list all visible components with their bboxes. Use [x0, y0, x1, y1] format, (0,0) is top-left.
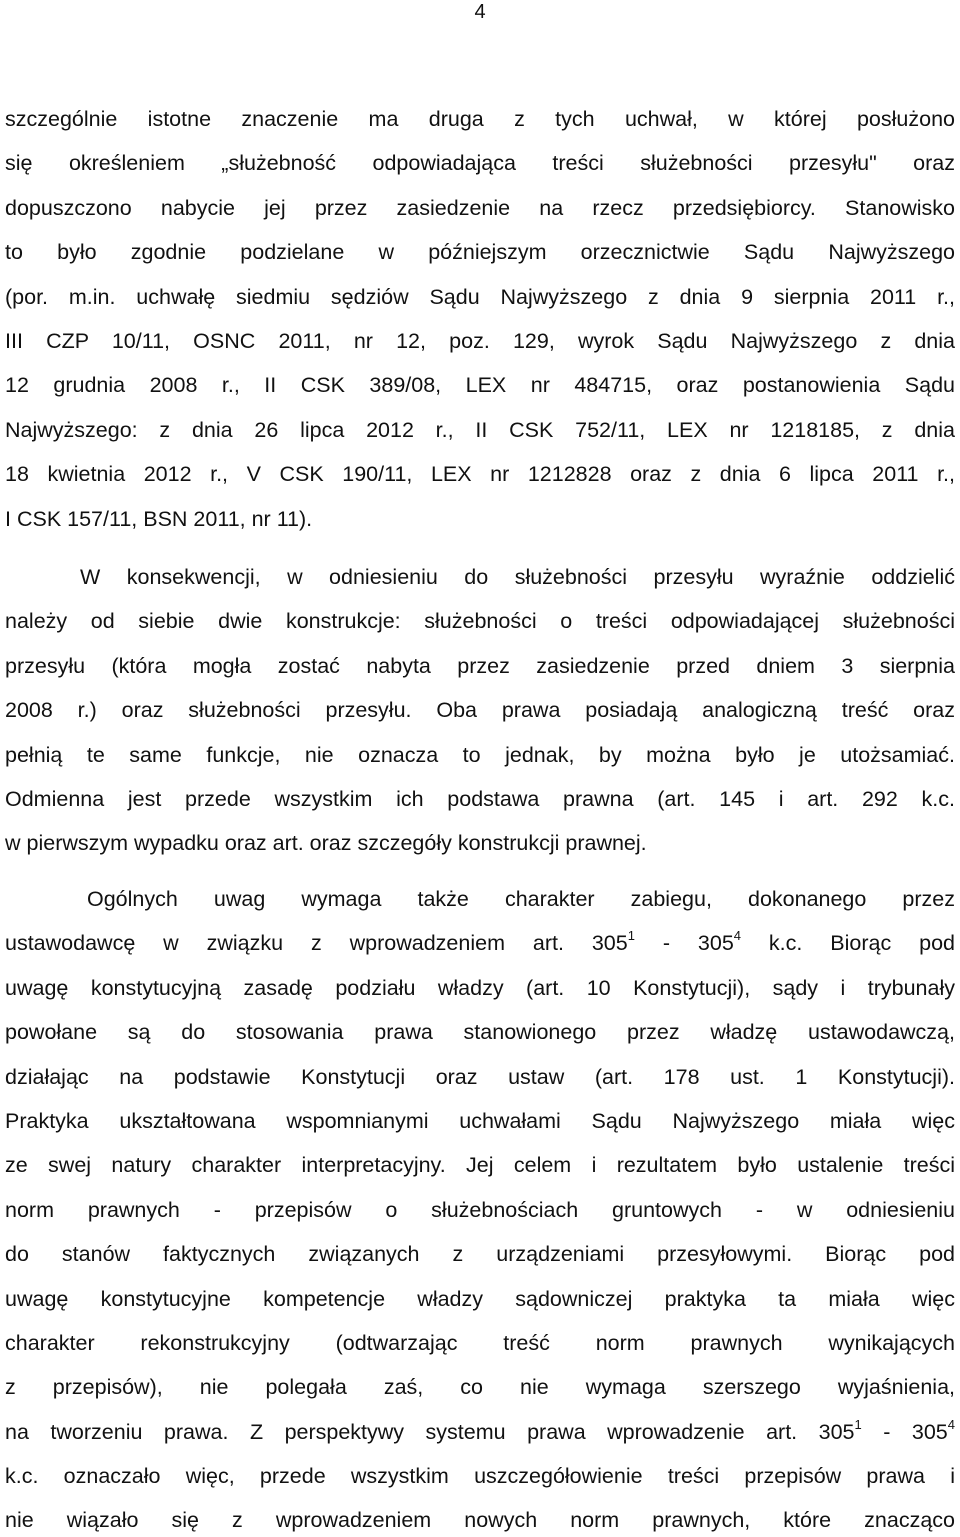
text-line: norm prawnych - przepisów o służebnościach gruntowych - w odniesieniu [5, 1197, 955, 1222]
text-line: się określeniem „służebność odpowiadająca treści służebności przesyłu" oraz [5, 151, 955, 176]
text-segment: - 305 [861, 1419, 948, 1444]
text-line: z przepisów), nie polegała zaś, co nie wymaga szerszego wyjaśnienia, [5, 1375, 955, 1400]
text-line: charakter rekonstrukcyjny (odtwarzając treść norm prawnych wynikających [5, 1330, 955, 1355]
text-line: Najwyższego: z dnia 26 lipca 2012 r., II CSK 752/11, LEX nr 1218185, z dnia [5, 417, 955, 442]
text-line: przesyłu (która mogła zostać nabyta przez zasiedzenie przed dniem 3 sierpnia [5, 653, 955, 678]
text-line: uwagę konstytucyjne kompetencje władzy sądowniczej praktyka ta miała więc [5, 1286, 955, 1311]
text-line: Ogólnych uwag wymaga także charakter zabiegu, dokonanego przez [87, 887, 955, 911]
text-segment: - 305 [634, 931, 734, 956]
text-line: I CSK 157/11, BSN 2011, nr 11). [5, 506, 313, 531]
page-number: 4 [474, 1, 486, 23]
text-line: należy od siebie dwie konstrukcje: służebności o treści odpowiadającej służebności [5, 609, 955, 634]
text-line-with-superscript [5, 1410, 955, 1454]
text-segment: na tworzeniu prawa. Z perspektywy systemu prawa wprowadzenie art. 305 [5, 1419, 855, 1444]
superscript: 4 [733, 928, 742, 944]
text-line: działając na podstawie Konstytucji oraz ustaw (art. 178 ust. 1 Konstytucji). [5, 1064, 955, 1089]
text-segment: k.c. Biorąc pod [741, 931, 955, 956]
text-line: W konsekwencji, w odniesieniu do służebności przesyłu wyraźnie oddzielić [80, 565, 955, 589]
text-line: (por. m.in. uchwałę siedmiu sędziów Sądu Najwyższego z dnia 9 sierpnia 2011 r., [5, 284, 955, 309]
text-line: 12 grudnia 2008 r., II CSK 389/08, LEX nr 484715, oraz postanowienia Sądu [5, 373, 955, 398]
text-line: dopuszczono nabycie jej przez zasiedzenie na rzecz przedsiębiorcy. Stanowisko [5, 195, 955, 220]
text-line: nie wiązało się z wprowadzeniem nowych norm prawnych, które znacząco [5, 1508, 955, 1533]
text-line: Praktyka ukształtowana wspomnianymi uchwałami Sądu Najwyższego miała więc [5, 1108, 955, 1133]
text-line: w pierwszym wypadku oraz art. oraz szczegóły konstrukcji prawnej. [5, 831, 647, 856]
text-segment: ustawodawcę w związku z wprowadzeniem art. 305 [5, 931, 628, 956]
text-line: powołane są do stosowania prawa stanowionego przez władzę ustawodawczą, [5, 1020, 955, 1045]
superscript: 1 [627, 928, 635, 944]
text-line: 18 kwietnia 2012 r., V CSK 190/11, LEX nr 1212828 oraz z dnia 6 lipca 2011 r., [5, 462, 955, 487]
text-line: to było zgodnie podzielane w późniejszym orzecznictwie Sądu Najwyższego [5, 240, 955, 265]
text-line: k.c. oznaczało więc, przede wszystkim uszczegółowienie treści przepisów prawa i [5, 1464, 955, 1489]
text-line: pełnią te same funkcje, nie oznacza to jednak, by można było je utożsamiać. [5, 742, 955, 767]
text-line-with-superscript [5, 921, 955, 965]
text-line: Odmienna jest przede wszystkim ich podstawa prawna (art. 145 i art. 292 k.c. [5, 786, 955, 811]
text-line: 2008 r.) oraz służebności przesyłu. Oba prawa posiadają analogiczną treść oraz [5, 698, 955, 723]
paragraph-1 [5, 97, 955, 541]
text-line: uwagę konstytucyjną zasadę podziału władzy (art. 10 Konstytucji), sądy i trybunały [5, 975, 955, 1000]
text-line: do stanów faktycznych związanych z urządzeniami przesyłowymi. Biorąc pod [5, 1242, 955, 1267]
text-line: szczególnie istotne znaczenie ma druga z tych uchwał, w której posłużono [5, 107, 955, 131]
superscript: 1 [854, 1416, 862, 1432]
paragraph-3 [5, 877, 955, 1532]
text-line: ze swej natury charakter interpretacyjny. Jej celem i rezultatem było ustalenie treści [5, 1153, 955, 1178]
text-line: III CZP 10/11, OSNC 2011, nr 12, poz. 129, wyrok Sądu Najwyższego z dnia [5, 328, 955, 353]
superscript: 4 [947, 1416, 955, 1432]
paragraph-2 [5, 555, 955, 866]
